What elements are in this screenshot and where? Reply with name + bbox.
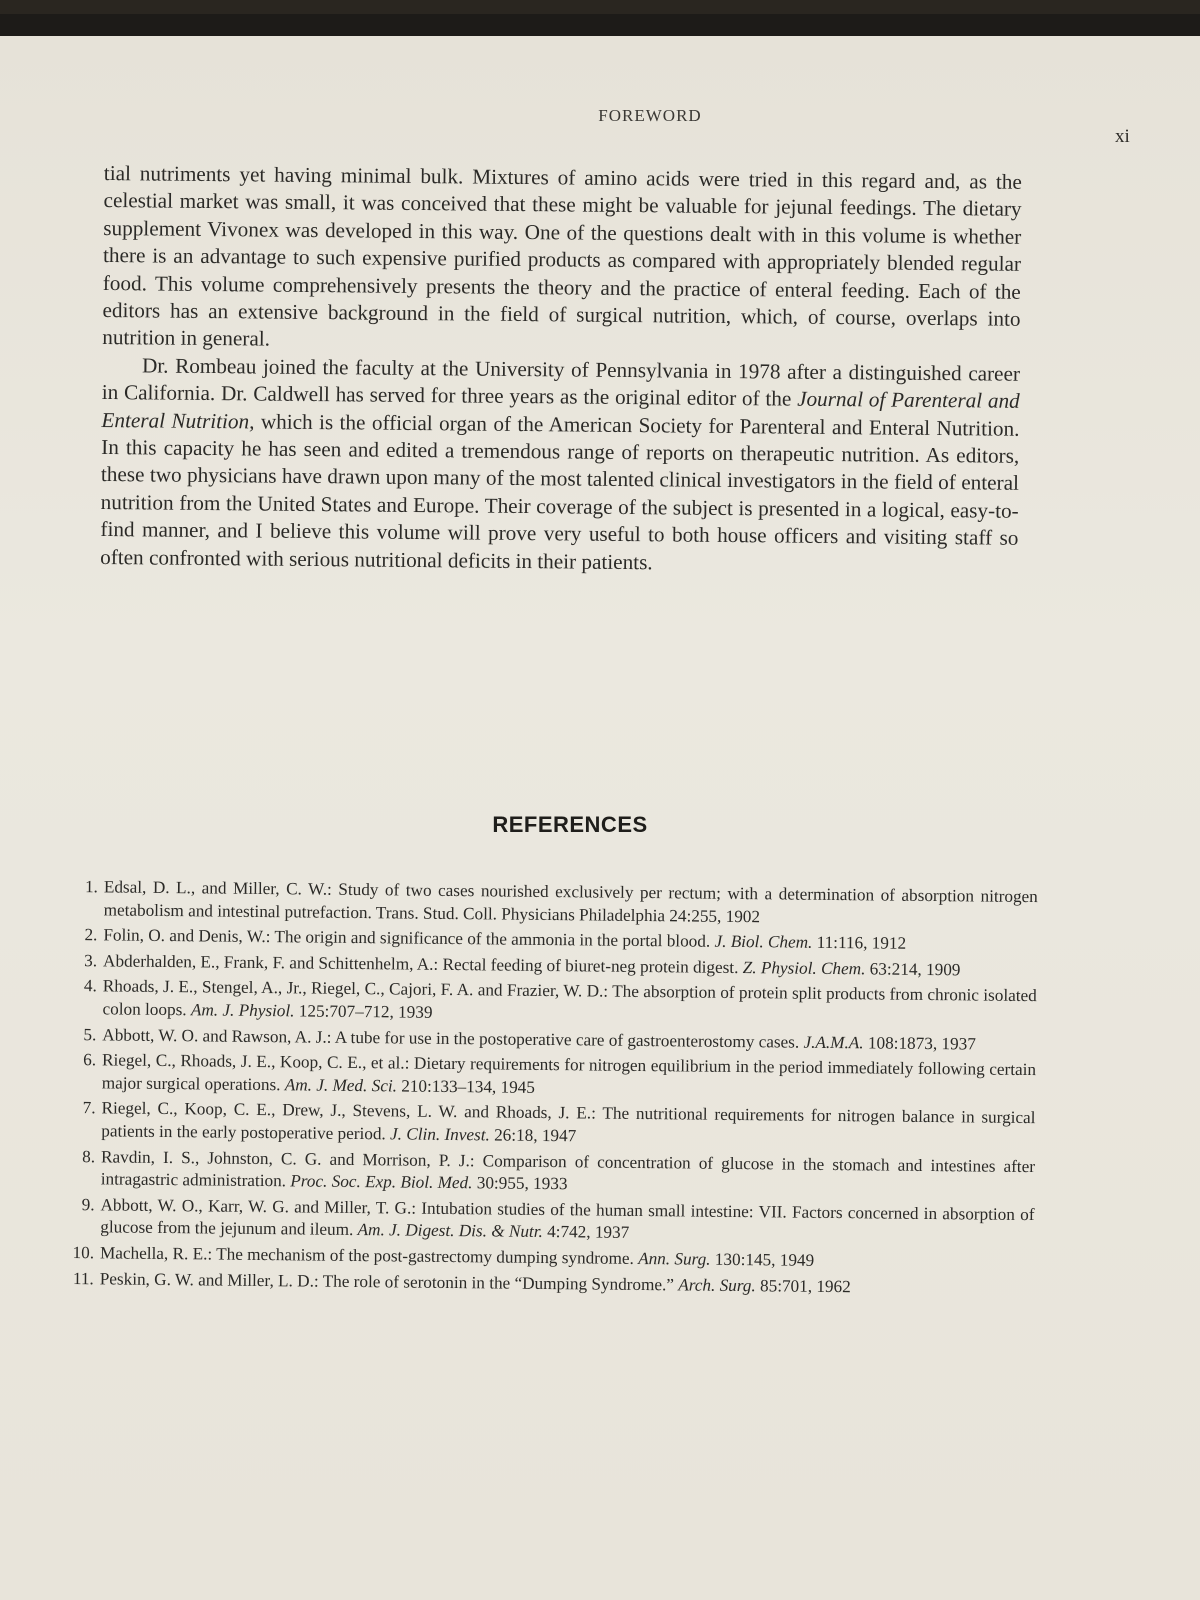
reference-citation: 11:116, 1912	[812, 932, 907, 953]
reference-journal: J. Biol. Chem.	[714, 931, 813, 952]
reference-citation: 4:742, 1937	[542, 1222, 630, 1243]
reference-journal: J.A.M.A.	[803, 1032, 864, 1052]
reference-number: 2.	[84, 925, 98, 945]
reference-number: 11.	[72, 1268, 94, 1288]
reference-journal: J. Clin. Invest.	[389, 1124, 490, 1145]
reference-journal: Am. J. Digest. Dis. & Nutr.	[357, 1220, 543, 1242]
paragraph-1: tial nutriments yet having minimal bulk. Mixtures of amino acids were tried in this regard and, as the celestial market was small, it was conceived that these might be valuable for jejunal feedings. The dietary supplement Vivonex was developed in this way. One of the questions dealt with in this volume is whether there is an advantage to such expensive purified products as compared with appropriately blended regular food. This volume comprehensively presents the theory and the practice of enteral feeding. Each of the editors has an extensive background in the field of surgical nutrition, which, of course, overlaps into nutrition in general.	[102, 160, 1022, 352]
reference-citation: 85:701, 1962	[755, 1275, 851, 1296]
reference-journal: Z. Physiol. Chem.	[742, 957, 866, 979]
reference-text: Machella, R. E.: The mechanism of the post-gastrectomy dumping syndrome.	[99, 1243, 639, 1268]
paragraph-2-text-a: Dr. Rombeau joined the faculty at the University of Pennsylvania in 1978 after a distinguished career in California. Dr. Caldwell has served for three years as the original editor of the	[101, 353, 1021, 411]
journal-title: Journal of Parenteral and Enteral Nutrition,	[101, 386, 1020, 434]
running-head: FOREWORD	[598, 106, 702, 125]
reference-number: 9.	[81, 1194, 95, 1214]
reference-journal: Am. J. Physiol.	[190, 1000, 295, 1021]
reference-text: Abderhalden, E., Frank, F. and Schittenhelm, A.: Rectal feeding of biuret-neg protein digest.	[103, 951, 743, 977]
reference-text: Ravdin, I. S., Johnston, C. G. and Morrison, P. J.: Comparison of concentration of glucose in the stomach and intestines after intragastric administration.	[100, 1146, 1036, 1191]
references-heading: REFERENCES	[492, 812, 648, 837]
reference-number: 1.	[84, 877, 98, 897]
reference-item	[68, 975, 1036, 1030]
reference-body	[100, 1194, 1034, 1249]
reference-number: 7.	[82, 1098, 96, 1118]
reference-item	[67, 1146, 1035, 1201]
reference-body	[104, 876, 1038, 931]
reference-text: Rhoads, J. E., Stengel, A., Jr., Riegel, C., Cajori, F. A. and Frazier, W. D.: The absorption of protein split products from chronic isolated colon loops.	[102, 976, 1037, 1020]
reference-text: Peskin, G. W. and Miller, L. D.: The role of serotonin in the “Dumping Syndrome.”	[99, 1268, 679, 1294]
reference-number: 3.	[84, 950, 98, 971]
page-number: xi	[1115, 126, 1130, 147]
reference-text: Abbott, W. O. and Rawson, A. J.: A tube for use in the postoperative care of gastroenterostomy cases.	[102, 1024, 804, 1052]
reference-number: 4.	[83, 976, 97, 996]
reference-journal: Am. J. Med. Sci.	[284, 1075, 398, 1096]
reference-citation: 108:1873, 1937	[863, 1032, 976, 1054]
reference-text: Edsal, D. L., and Miller, C. W.: Study of two cases nourished exclusively per rectum; with a determination of absorption nitrogen metabolism and intestinal putrefaction. Trans. Stud. Coll. Physicians Philadelphia 24:255, 1902	[103, 877, 1038, 926]
reference-number: 10.	[72, 1242, 95, 1263]
reference-body	[101, 1098, 1035, 1153]
reference-body	[102, 1050, 1036, 1105]
reference-item	[68, 1049, 1036, 1104]
reference-text: Folin, O. and Denis, W.: The origin and significance of the ammonia in the portal blood.	[103, 925, 715, 951]
reference-journal: Arch. Surg.	[678, 1274, 756, 1295]
reference-citation: 130:145, 1949	[710, 1249, 815, 1270]
book-page	[0, 14, 1200, 1600]
paragraph-2-text-b: which is the official organ of the American Society for Parenteral and Enteral Nutrition. In this capacity he has seen and edited a tremendous range of reports on therapeutic nutrition. As editors, these two physicians have drawn upon many of the most talented clinical investigators in the field of enteral nutrition from the United States and Europe. Their coverage of the subject is presented in a logical, easy-to-find manner, and I believe this volume will prove very useful to both house officers and visiting staff so often confronted with serious nutritional deficits in their patients.	[100, 409, 1020, 574]
reference-item	[66, 1194, 1034, 1249]
reference-number: 8.	[82, 1146, 96, 1166]
reference-body	[102, 976, 1036, 1031]
reference-citation: 30:955, 1933	[472, 1173, 568, 1194]
reference-citation: 63:214, 1909	[865, 959, 961, 980]
reference-item	[70, 876, 1038, 931]
reference-citation: 210:133–134, 1945	[396, 1076, 536, 1097]
reference-text: Riegel, C., Rhoads, J. E., Koop, C. E., et al.: Dietary requirements for nitrogen equilibrium in the period immediately following certain major surgical operations.	[101, 1050, 1037, 1095]
foreword-body	[100, 160, 1022, 580]
paragraph-2	[100, 352, 1020, 580]
reference-body	[101, 1146, 1035, 1201]
reference-item	[67, 1097, 1035, 1152]
reference-number: 6.	[83, 1050, 97, 1070]
reference-citation: 125:707–712, 1939	[294, 1001, 433, 1022]
page-top-shadow	[0, 14, 1200, 36]
reference-citation: 26:18, 1947	[489, 1125, 577, 1146]
reference-number: 5.	[83, 1024, 97, 1044]
reference-text: Abbott, W. O., Karr, W. G. and Miller, T. G.: Intubation studies of the human small intestine: VII. Factors concerned in absorption of glucose from the jejunum and ileum.	[100, 1195, 1035, 1240]
reference-journal: Proc. Soc. Exp. Biol. Med.	[290, 1171, 473, 1193]
reference-text: Riegel, C., Koop, C. E., Drew, J., Stevens, L. W. and Rhoads, J. E.: The nutritional requirements for nitrogen balance in surgical patients in the early postoperative period.	[101, 1098, 1036, 1144]
references-list	[66, 876, 1038, 1303]
reference-journal: Ann. Surg.	[638, 1248, 711, 1269]
